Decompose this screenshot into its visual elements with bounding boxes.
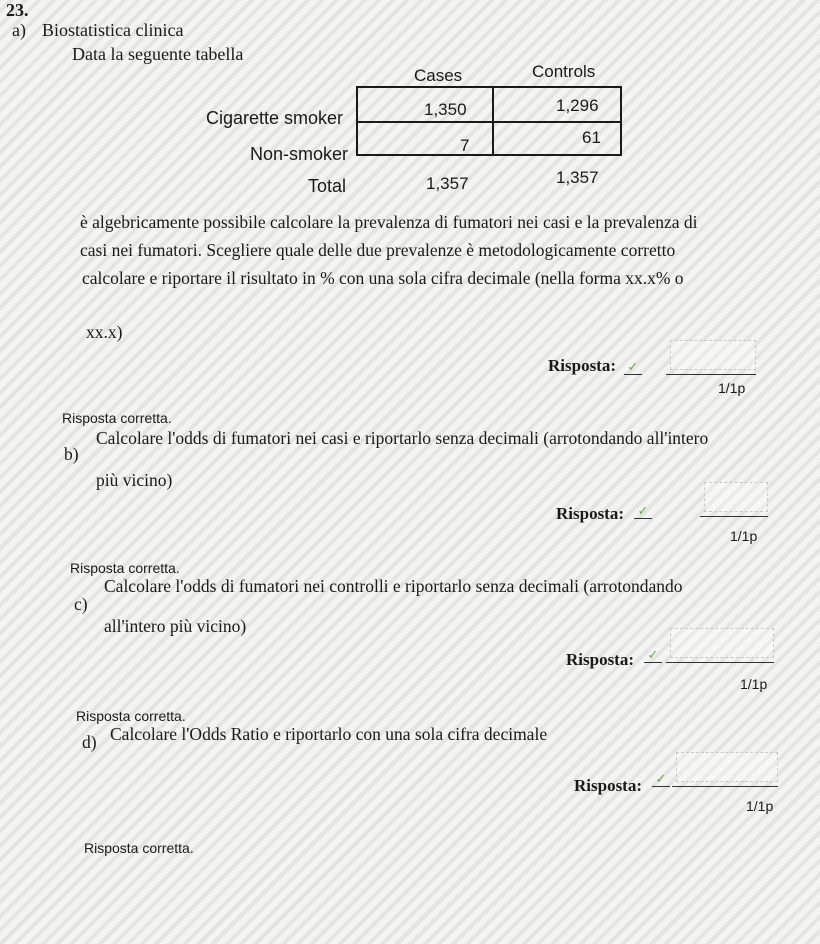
col-header-controls: Controls [532, 62, 596, 81]
part-b-score: 1/1p [730, 528, 758, 544]
part-a-question-line: calcolare e riportare il risultato in % con una sola cifra decimale (nella forma xx.x% o [82, 268, 684, 288]
part-a-question-line: casi nei fumatori. Scegliere quale delle due prevalenze è metodologicamente corretto [80, 240, 676, 260]
part-a-intro: Data la seguente tabella [72, 44, 244, 64]
part-a-answer-input[interactable] [666, 340, 756, 375]
part-c-feedback: Risposta corretta. [76, 708, 186, 724]
question-number: 23. [6, 0, 29, 20]
row-label-nonsmoker: Non-smoker [250, 144, 349, 164]
part-c-answer-input[interactable] [666, 628, 774, 663]
part-b-correct-check-icon: ✓ [634, 504, 652, 519]
part-a-correct-check-icon: ✓ [624, 360, 642, 375]
col-header-cases: Cases [414, 66, 463, 85]
part-a-label: a) [12, 20, 26, 40]
part-d-label: d) [82, 732, 97, 752]
cell-nonsmoker-cases: 7 [460, 136, 470, 155]
part-d-answer-input[interactable] [672, 752, 778, 787]
part-c-answer-label: Risposta: [566, 650, 635, 669]
part-d-question-line: Calcolare l'Odds Ratio e riportarlo con una sola cifra decimale [110, 724, 548, 744]
part-b-question-line: Calcolare l'odds di fumatori nei casi e riportarlo senza decimali (arrotondando all'intero [96, 428, 709, 448]
cell-total-cases: 1,357 [426, 174, 469, 193]
part-b-answer-input[interactable] [700, 482, 768, 517]
part-d-answer-label: Risposta: [574, 776, 643, 795]
cell-smoker-controls: 1,296 [556, 96, 599, 115]
part-a-score: 1/1p [718, 380, 746, 396]
part-b-answer-label: Risposta: [556, 504, 625, 523]
row-label-total: Total [308, 176, 347, 196]
part-c-question-line: Calcolare l'odds di fumatori nei controlli e riportarlo senza decimali (arrotondando [104, 576, 683, 596]
part-c-correct-check-icon: ✓ [644, 648, 662, 663]
part-a-feedback: Risposta corretta. [62, 410, 172, 426]
cell-nonsmoker-controls: 61 [582, 128, 601, 147]
part-d-feedback: Risposta corretta. [84, 840, 194, 856]
part-c-score: 1/1p [740, 676, 768, 692]
row-label-smoker: Cigarette smoker [206, 108, 344, 128]
part-b-feedback: Risposta corretta. [70, 560, 180, 576]
part-a-question-line: è algebricamente possibile calcolare la prevalenza di fumatori nei casi e la prevalenza di [80, 212, 698, 232]
part-a-answer-label: Risposta: [548, 356, 617, 375]
cell-smoker-cases: 1,350 [424, 100, 467, 119]
cell-total-controls: 1,357 [556, 168, 599, 187]
part-a-title: Biostatistica clinica [42, 20, 184, 40]
part-d-score: 1/1p [746, 798, 774, 814]
part-b-question-line: più vicino) [96, 470, 173, 490]
part-b-label: b) [64, 444, 79, 464]
part-c-label: c) [74, 594, 88, 614]
part-d-correct-check-icon: ✓ [652, 772, 670, 787]
part-c-question-line: all'intero più vicino) [104, 616, 247, 636]
part-a-question-line: xx.x) [86, 322, 123, 342]
